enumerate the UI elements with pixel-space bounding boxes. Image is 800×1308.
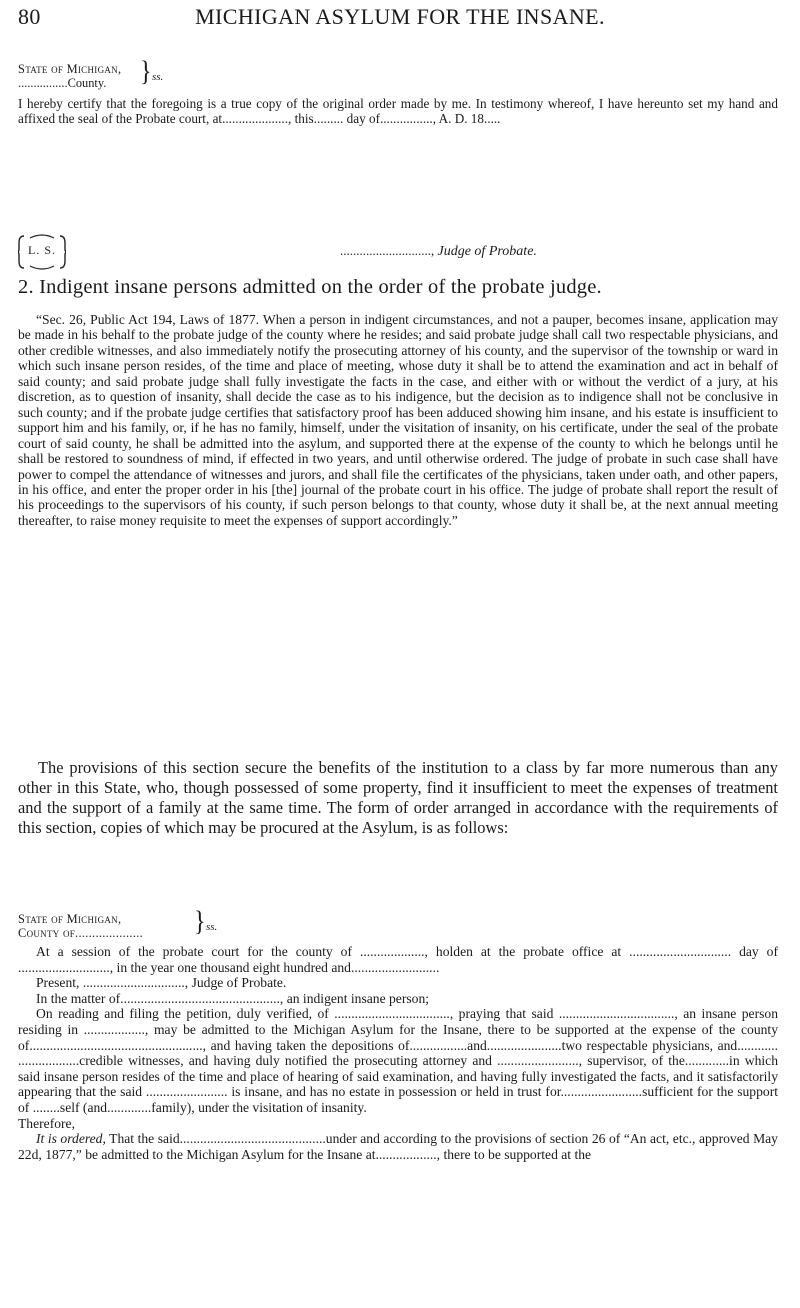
venue-ss: ss. <box>152 71 164 83</box>
statute-text: “Sec. 26, Public Act 194, Laws of 1877. When a person in indigent circumstances, and not a pauper, becomes insane, application may be made in his behalf to the probate judge of the county where he resides; and said probate judge shall call two respectable physicians, and other credible witnesses, and also immediately notify the prosecuting attorney of his county, and the supervisor of the township or ward in which such insane person resides, of the time and place of meeting, whose duty it shall be to attend the examination and act in behalf of said county; and said probate judge shall fully investigate the facts in the case, and either with or without the verdict of a jury, at his discretion, as to question of insanity, shall decide the case as to his indigence, but the decision as to indigence shall not be conclusive in such county; and if the probate judge certifies that satisfactory proof has been adduced showing him insane, and his estate is insufficient to support him and his family, or, if he has no family, himself, under the visitation of insanity, on his certificate, under the seal of the probate court of said county, he shall be admitted into the asylum, and supported there at the expense of the county to which he belongs until he shall be restored to soundness of mind, if effected in two years, and until otherwise ordered. The judge of probate in such case shall have power to compel the attendance of witnesses and jurors, and shall file the certificates of the physicians, taken under oath, and other papers, in his office, and enter the proper order in his [the] journal of the probate court in his office. The judge of probate shall report the result of his proceedings to the supervisors of his county, if such person belongs to that county, whose duty it shall be, at the next annual meeting thereafter, to raise money requisite to meet the expenses of support accordingly.” <box>18 312 778 528</box>
form-venue-ss: ss. <box>206 921 218 933</box>
judge-title: Judge of Probate. <box>437 244 537 259</box>
form-petition: On reading and filing the petition, duly verified, of .................................., praying that said .................................., an insane person residing in .................., may be admitted to the Michigan Asylum for the Insane, there to be supported at the expense of the county of..................................................., and having taken the depositions of.................and......................two respectable physicians, and............ ..................credible witnesses, and having duly notified the prosecuting attorney and ........................, supervisor, of the.............in which said insane person resides of the time and place of hearing of said examination, and having fully investigated the facts, and it satisfactorily appearing that the said ........................ is insane, and has no estate in possession or held in trust for........................sufficient for the support of ........self (and.............family), under the visitation of insanity. <box>18 1006 778 1115</box>
venue-county: ................County. <box>18 76 107 90</box>
form-session: At a session of the probate court for the county of ..................., holden at the probate office at .............................. day of ..........................., in the year one thousand eight hundred and.......................... <box>18 944 778 975</box>
running-header <box>18 4 782 32</box>
section-heading: 2. Indigent insane persons admitted on the order of the probate judge. <box>18 276 602 298</box>
venue-brace: } <box>140 56 152 88</box>
form-ordered-text: That the said...........................................under and according to the provisions of section 26 of “An act, etc., approved May 22d, 1877,” be admitted to the Michigan Asylum for the Insane at.................., there to be supported at the <box>18 1131 778 1162</box>
form-venue-brace: } <box>194 906 206 938</box>
seal-placeholder <box>18 234 66 268</box>
judge-blank: ............................ <box>340 243 431 258</box>
venue-state: State of Michigan, <box>18 62 122 76</box>
form-present: Present, .............................., Judge of Probate. <box>36 975 287 991</box>
form-venue <box>18 906 778 942</box>
running-title: MICHIGAN ASYLUM FOR THE INSANE. <box>195 4 605 29</box>
form-therefore: Therefore, <box>18 1115 75 1131</box>
certificate-text: I hereby certify that the foregoing is a true copy of the original order made by me. In testimony whereof, I have hereunto set my hand and affixed the seal of the Probate court, at...................., this......... day of................, A. D. 18..... <box>18 96 778 127</box>
judge-signature-line: ............................, Judge of Probate. <box>340 243 537 259</box>
form-matter: In the matter of..............................................., an indigent insane person; <box>36 990 430 1006</box>
order-form <box>18 944 778 1162</box>
form-venue-county: County of.................... <box>18 926 144 940</box>
form-venue-state: State of Michigan, <box>18 912 122 926</box>
commentary <box>18 758 778 838</box>
page-number: 80 <box>18 4 41 29</box>
commentary-text: The provisions of this section secure the benefits of the institution to a class by far more numerous than any other in this State, who, though possessed of some property, find it insufficient to meet the expenses of treatment and the support of a family at the same time. The form of order arranged in accordance with the requirements of this section, copies of which may be procured at the Asylum, is as follows: <box>18 758 778 838</box>
certificate-venue <box>18 56 778 92</box>
statute-quote <box>18 312 778 528</box>
form-ordered <box>18 1131 778 1162</box>
seal-label: L. S. <box>28 243 57 257</box>
form-ordered-label: It is ordered, <box>36 1131 106 1147</box>
